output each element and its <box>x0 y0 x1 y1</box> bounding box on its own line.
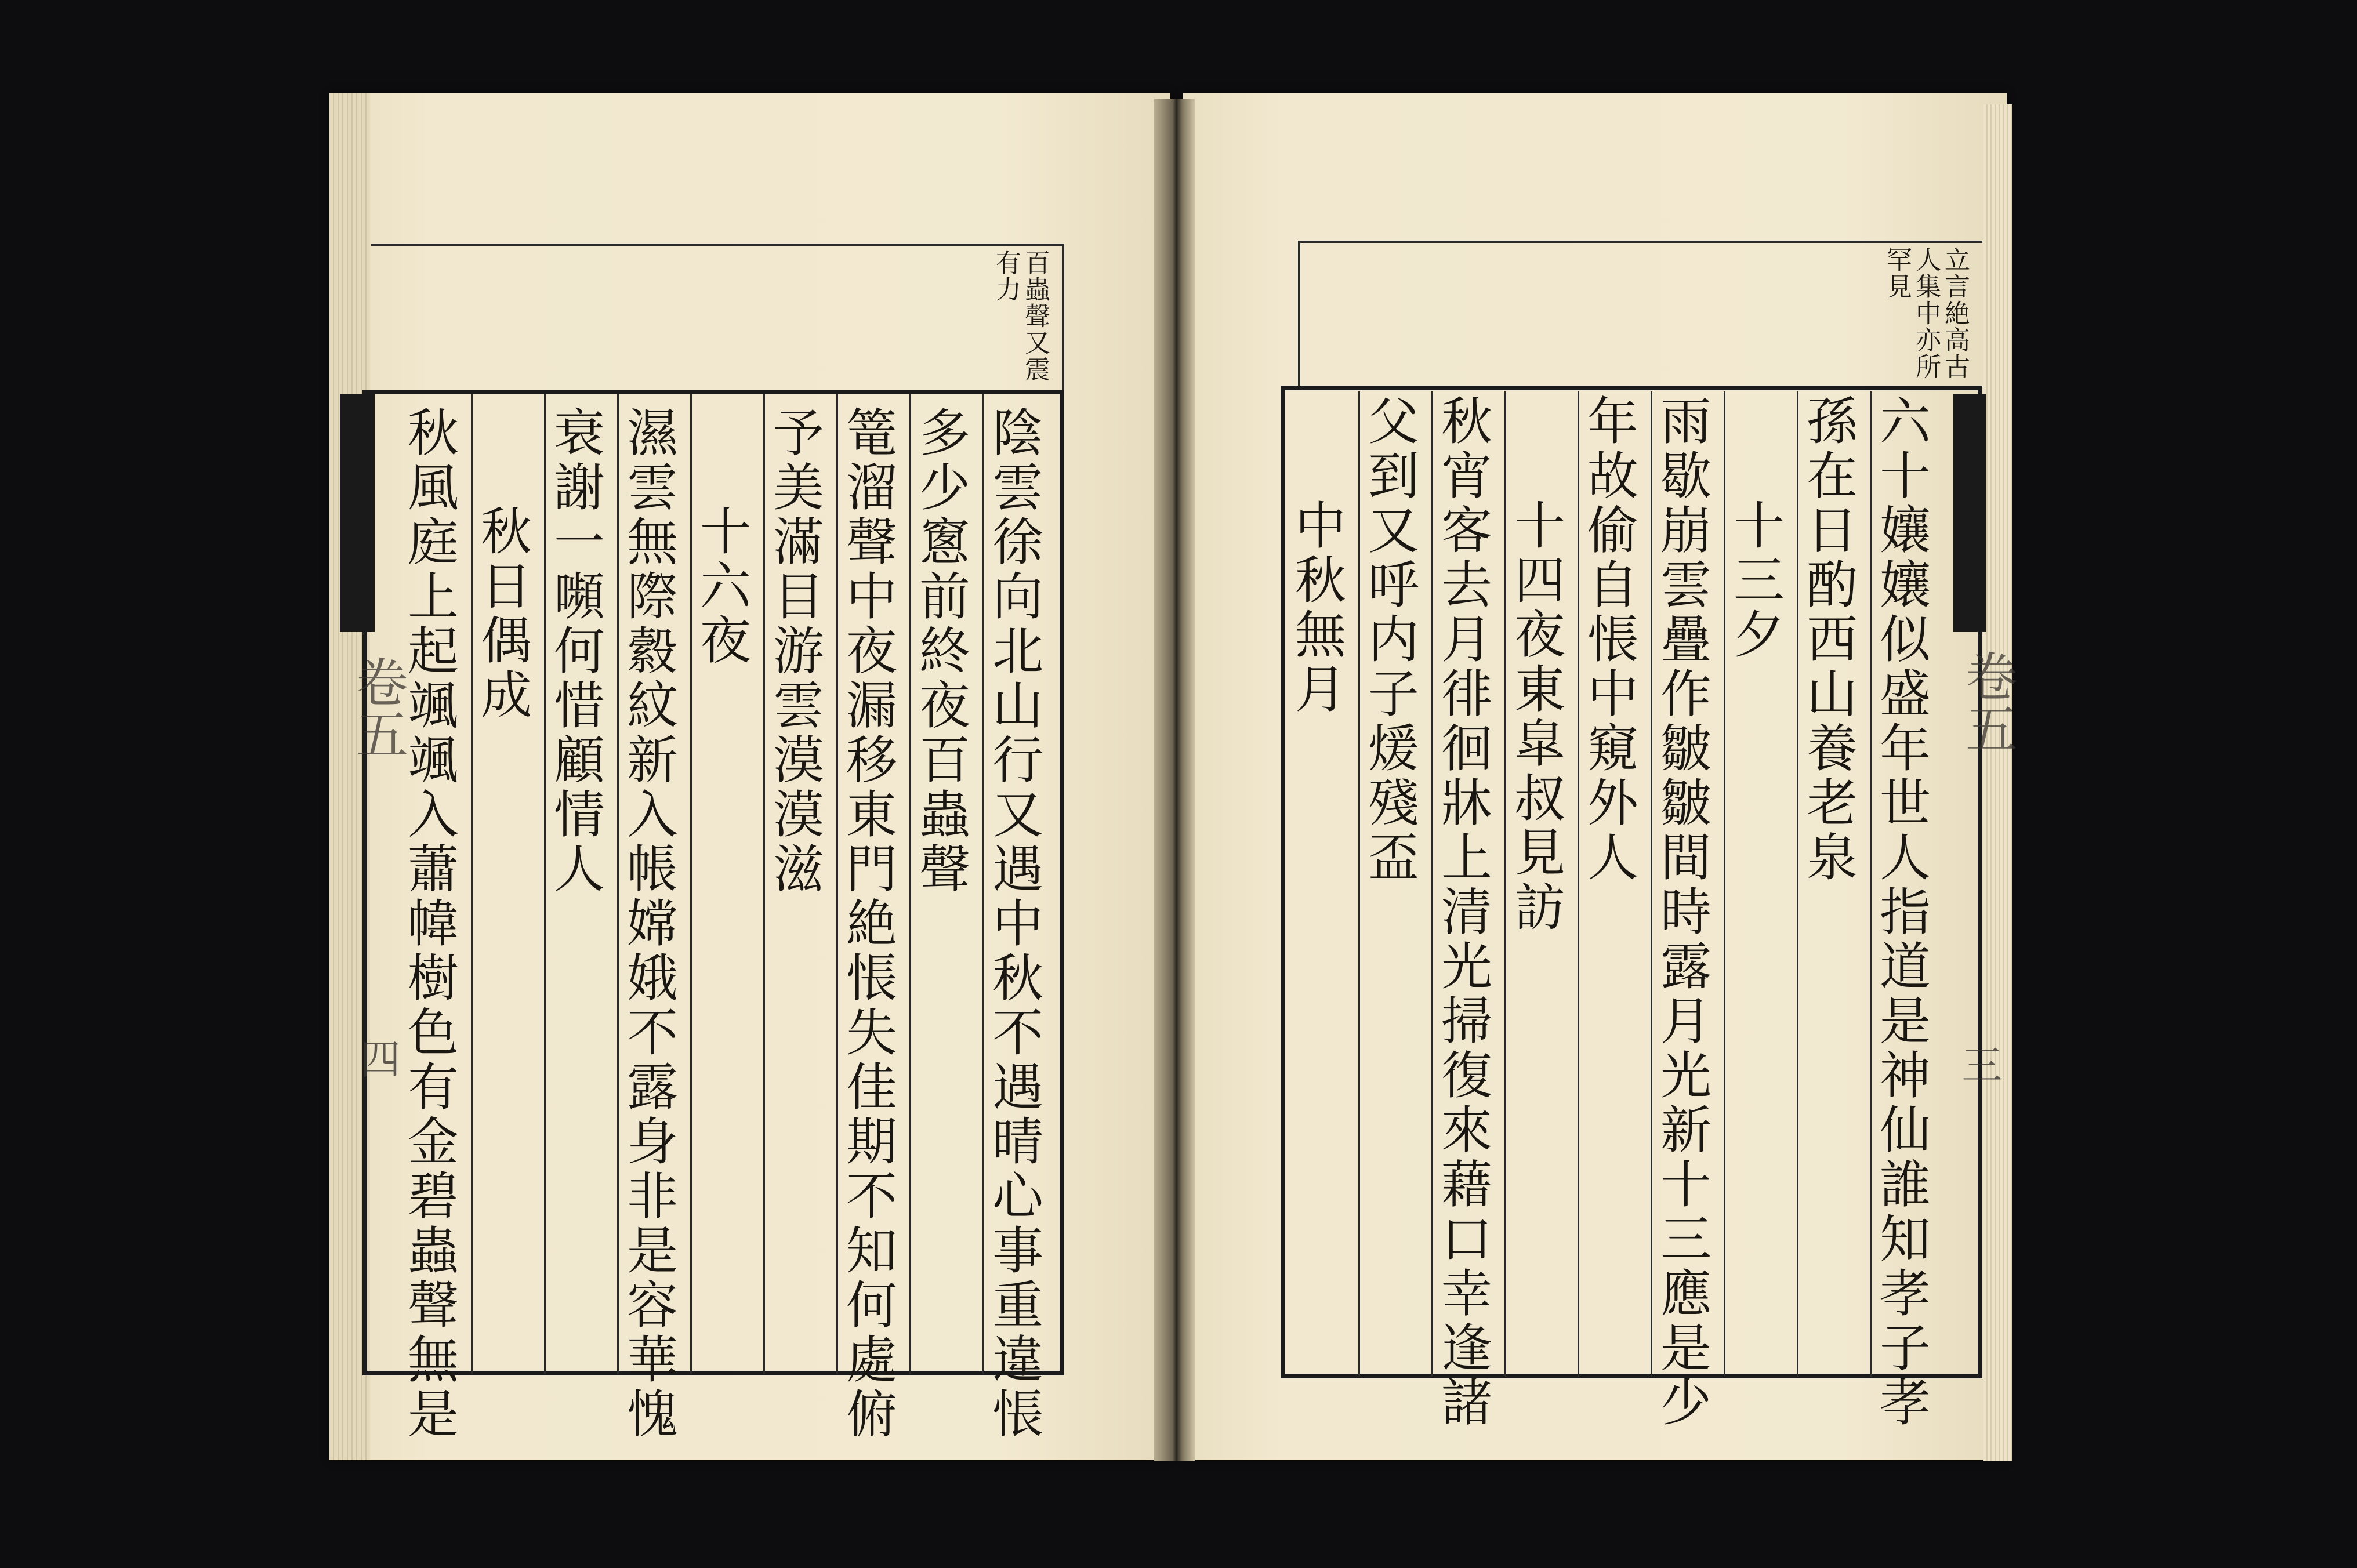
left-margin-title: 卷五 <box>347 655 408 760</box>
left-column-2: 多少窻前終夜百蟲聲 <box>911 406 971 896</box>
right-header-border <box>1298 241 1300 389</box>
right-margin-title: 卷五 <box>1956 649 2017 754</box>
left-header-note-2: 有力 <box>991 249 1021 303</box>
right-column-8: 父到又呼内子煖殘盃 <box>1360 394 1420 885</box>
left-column-7: 衰謝一嚬何惜顧情人 <box>546 406 605 896</box>
left-column-5: 十六夜 <box>692 504 752 668</box>
right-column-2: 孫在日酌西山養老泉 <box>1798 394 1858 885</box>
left-header-border <box>1062 244 1064 391</box>
right-header-rule <box>1298 241 1982 243</box>
right-column-9: 中秋無月 <box>1287 499 1347 717</box>
right-column-1: 六十孃孃似盛年世人指道是神仙誰知孝子孝 <box>1872 394 1931 1430</box>
book-gutter <box>1154 99 1195 1461</box>
right-column-4: 雨歇崩雲疊作皺皺間時露月光新十三應是少 <box>1652 394 1712 1430</box>
right-fishtail-block <box>1953 394 1986 632</box>
right-column-7: 秋宵客去月徘徊牀上清光掃復來藉口幸逢諸 <box>1433 394 1493 1430</box>
right-column-5: 年故偷自悵中窺外人 <box>1579 394 1639 885</box>
left-header-note-1: 百蟲聲又震 <box>1020 249 1050 383</box>
right-page-edge <box>1983 104 2012 1461</box>
left-fishtail-block <box>340 394 375 632</box>
right-folio: 三 <box>1955 1044 2003 1084</box>
right-header-note-2: 人集中亦所 <box>1911 246 1941 380</box>
left-column-8: 秋日偶成 <box>473 504 532 723</box>
left-column-4: 予美滿目游雲漠漠滋 <box>765 406 825 896</box>
right-header-note-3: 罕見 <box>1882 246 1912 300</box>
right-header-note-1: 立言絶高古 <box>1940 246 1970 380</box>
left-column-6: 濕雲無際縠紋新入帳嫦娥不露身非是容華愧 <box>619 406 679 1442</box>
right-column-3: 十三夕 <box>1725 499 1785 662</box>
left-column-9: 秋風庭上起颯颯入蕭幃樹色有金碧蟲聲無是 <box>400 406 459 1442</box>
left-folio: 四 <box>353 1038 401 1079</box>
left-column-3: 篭溜聲中夜漏移東門絶悵失佳期不知何處俯 <box>838 406 898 1442</box>
left-header-rule <box>371 244 1064 246</box>
left-column-1: 陰雲徐向北山行又遇中秋不遇晴心事重違悵 <box>984 406 1044 1442</box>
right-column-6: 十四夜東皐叔見訪 <box>1506 499 1566 935</box>
